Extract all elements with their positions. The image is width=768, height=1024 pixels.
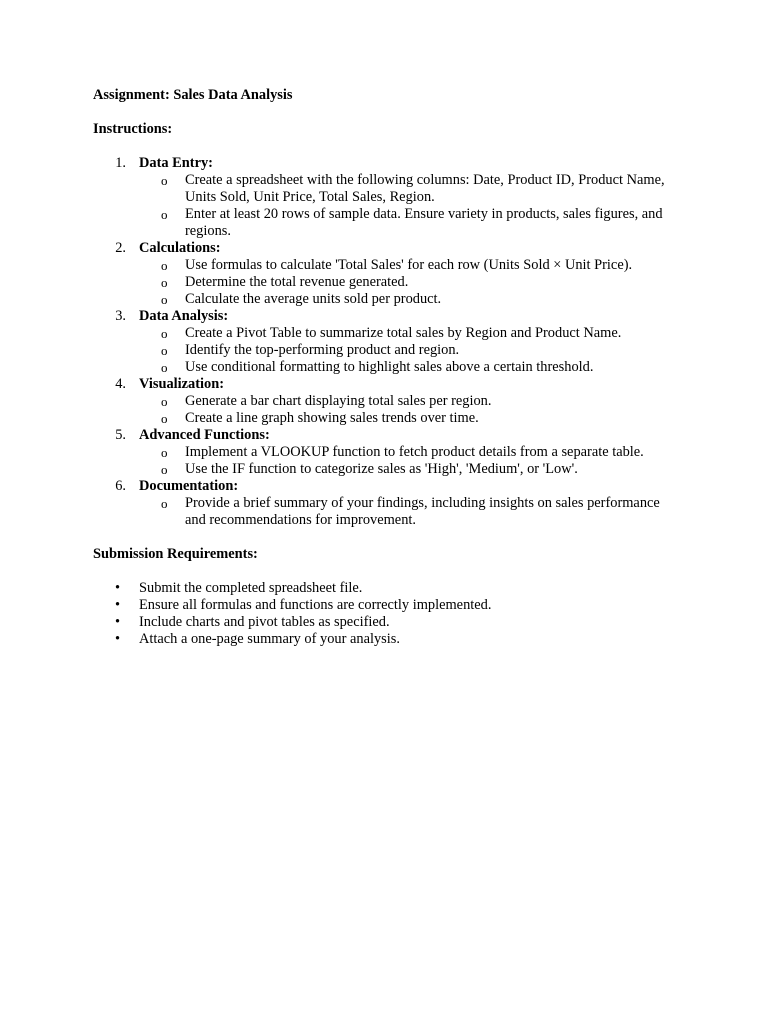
circle-bullet-icon: o: [161, 360, 168, 375]
submission-item: [93, 614, 683, 631]
circle-bullet-icon: o: [161, 462, 168, 477]
submission-item-text: Ensure all formulas and functions are correctly implemented.: [139, 597, 492, 613]
section-item: [139, 342, 683, 359]
circle-bullet-icon: o: [161, 173, 168, 188]
section-item: [139, 291, 683, 308]
section-item: [139, 206, 683, 240]
circle-bullet-icon: o: [161, 258, 168, 273]
section-number: 1.: [115, 155, 126, 171]
section-title: Calculations:: [139, 240, 221, 256]
section-number: 5.: [115, 427, 126, 443]
spacer: [93, 138, 683, 155]
instruction-section: [93, 155, 683, 240]
submission-item: [93, 631, 683, 648]
submission-item: [93, 597, 683, 614]
section-number: 3.: [115, 308, 126, 324]
section-items: [139, 495, 683, 529]
submission-list: [93, 580, 683, 648]
section-item-text: Enter at least 20 rows of sample data. Ensure variety in products, sales figures, and regions.: [185, 206, 663, 239]
section-item: [139, 495, 683, 529]
section-item: [139, 257, 683, 274]
submission-item-text: Attach a one-page summary of your analysis.: [139, 631, 400, 647]
spacer: [93, 529, 683, 546]
section-item-text: Use formulas to calculate 'Total Sales' for each row (Units Sold × Unit Price).: [185, 257, 633, 273]
section-number: 4.: [115, 376, 126, 392]
spacer: [93, 563, 683, 580]
bullet-icon: •: [115, 631, 121, 647]
section-item-text: Use conditional formatting to highlight sales above a certain threshold.: [185, 359, 594, 375]
section-title: Data Entry:: [139, 155, 213, 171]
section-item-text: Calculate the average units sold per product.: [185, 291, 442, 307]
section-item-text: Determine the total revenue generated.: [185, 274, 409, 290]
circle-bullet-icon: o: [161, 445, 168, 460]
bullet-icon: •: [115, 614, 121, 630]
instructions-heading: Instructions:: [93, 121, 173, 137]
section-items: [139, 393, 683, 427]
circle-bullet-icon: o: [161, 394, 168, 409]
section-item: [139, 393, 683, 410]
section-item-text: Generate a bar chart displaying total sales per region.: [185, 393, 492, 409]
circle-bullet-icon: o: [161, 292, 168, 307]
instruction-section: [93, 376, 683, 427]
bullet-icon: •: [115, 580, 121, 596]
submission-item-text: Submit the completed spreadsheet file.: [139, 580, 363, 596]
section-item: [139, 410, 683, 427]
section-items: [139, 444, 683, 478]
circle-bullet-icon: o: [161, 343, 168, 358]
section-item-text: Provide a brief summary of your findings, including insights on sales performance and recommendations for improvement.: [185, 495, 660, 528]
section-item-text: Implement a VLOOKUP function to fetch product details from a separate table.: [185, 444, 644, 460]
instructions-list: [93, 155, 683, 529]
section-item-text: Create a Pivot Table to summarize total sales by Region and Product Name.: [185, 325, 622, 341]
document-title: Assignment: Sales Data Analysis: [93, 87, 293, 103]
circle-bullet-icon: o: [161, 326, 168, 341]
section-items: [139, 257, 683, 308]
section-item: [139, 444, 683, 461]
section-item: [139, 461, 683, 478]
section-items: [139, 172, 683, 240]
section-item-text: Identify the top-performing product and region.: [185, 342, 460, 358]
instruction-section: [93, 308, 683, 376]
section-title: Visualization:: [139, 376, 225, 392]
section-item-text: Create a spreadsheet with the following columns: Date, Product ID, Product Name, Units Sold, Unit Price, Total Sales, Region.: [185, 172, 665, 205]
section-number: 2.: [115, 240, 126, 256]
section-item: [139, 325, 683, 342]
section-item-text: Use the IF function to categorize sales as 'High', 'Medium', or 'Low'.: [185, 461, 578, 477]
submission-item: [93, 580, 683, 597]
bullet-icon: •: [115, 597, 121, 613]
submission-item-text: Include charts and pivot tables as specified.: [139, 614, 390, 630]
submission-heading: Submission Requirements:: [93, 546, 258, 562]
section-item: [139, 172, 683, 206]
section-items: [139, 325, 683, 376]
circle-bullet-icon: o: [161, 496, 168, 511]
section-item-text: Create a line graph showing sales trends over time.: [185, 410, 479, 426]
circle-bullet-icon: o: [161, 207, 168, 222]
instruction-section: [93, 427, 683, 478]
section-item: [139, 359, 683, 376]
instruction-section: [93, 240, 683, 308]
section-title: Data Analysis:: [139, 308, 229, 324]
section-title: Documentation:: [139, 478, 239, 494]
instruction-section: [93, 478, 683, 529]
circle-bullet-icon: o: [161, 411, 168, 426]
document-page: [93, 87, 683, 648]
circle-bullet-icon: o: [161, 275, 168, 290]
spacer: [93, 104, 683, 121]
section-item: [139, 274, 683, 291]
section-title: Advanced Functions:: [139, 427, 270, 443]
section-number: 6.: [115, 478, 126, 494]
